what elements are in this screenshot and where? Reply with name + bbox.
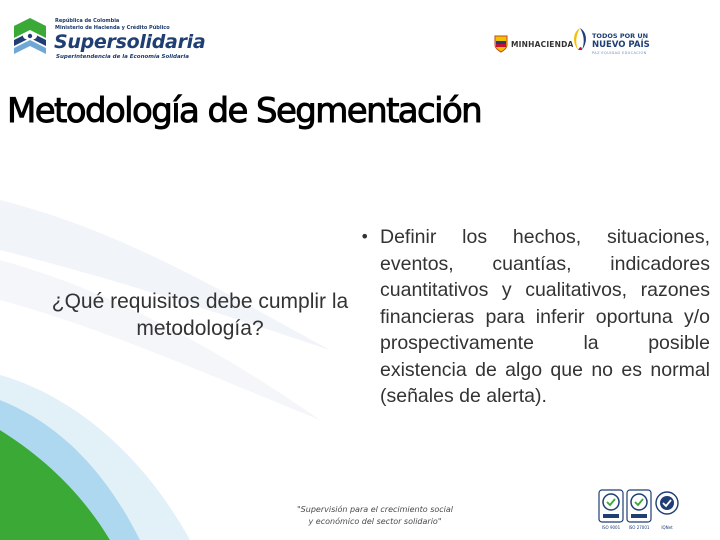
nuevo-pais-line3: PAZ EQUIDAD EDUCACIÓN <box>592 51 647 55</box>
supersolidaria-subtitle: Superintendencia de la Economía Solidaria <box>56 54 189 60</box>
colombia-shield-icon <box>494 35 508 53</box>
supersolidaria-line1: República de Colombia <box>55 18 120 24</box>
footer-quote-line1: "Supervisión para el crecimiento social <box>297 505 453 514</box>
nuevo-pais-mark-icon <box>570 26 590 52</box>
question-text: ¿Qué requisitos debe cumplir la metodología? <box>51 290 349 340</box>
bullet-marker-icon: • <box>360 227 370 246</box>
minhacienda-label: MINHACIENDA <box>511 39 574 49</box>
bullet-list <box>360 224 710 410</box>
footer-quote <box>290 504 460 528</box>
supersolidaria-line2: Ministerio de Hacienda y Crédito Público <box>55 25 170 31</box>
certification-label-2: ISO 27001 <box>628 525 650 530</box>
supersolidaria-mark-icon <box>12 16 48 60</box>
supersolidaria-name: Supersolidaria <box>54 31 206 53</box>
slide-title: Metodología de Segmentación <box>7 91 482 131</box>
certification-label-1: ISO 9001 <box>601 525 621 530</box>
iqnet-certification-icon <box>654 489 680 523</box>
iso-certification-icon <box>626 489 652 523</box>
nuevo-pais-line1: TODOS POR UN <box>592 32 649 40</box>
todos-por-un-nuevo-pais-logo <box>570 24 650 62</box>
nuevo-pais-line2: NUEVO PAÍS <box>592 40 650 50</box>
certification-label-3: IQNet <box>661 525 673 530</box>
icontec-certification-icon <box>598 489 624 523</box>
minhacienda-logo <box>494 33 574 55</box>
footer-quote-line2: y económico del sector solidario" <box>308 517 442 526</box>
certification-badges <box>598 489 682 534</box>
bullet-item: Definir los hechos, situaciones, eventos, cuantías, indicadores cuantitativos y cualitativos, razones financieras para inferir oportuna y/o prospectivamente la posible existencia de algo que no es normal (señales de alerta). <box>380 226 710 407</box>
supersolidaria-logo <box>12 14 206 64</box>
